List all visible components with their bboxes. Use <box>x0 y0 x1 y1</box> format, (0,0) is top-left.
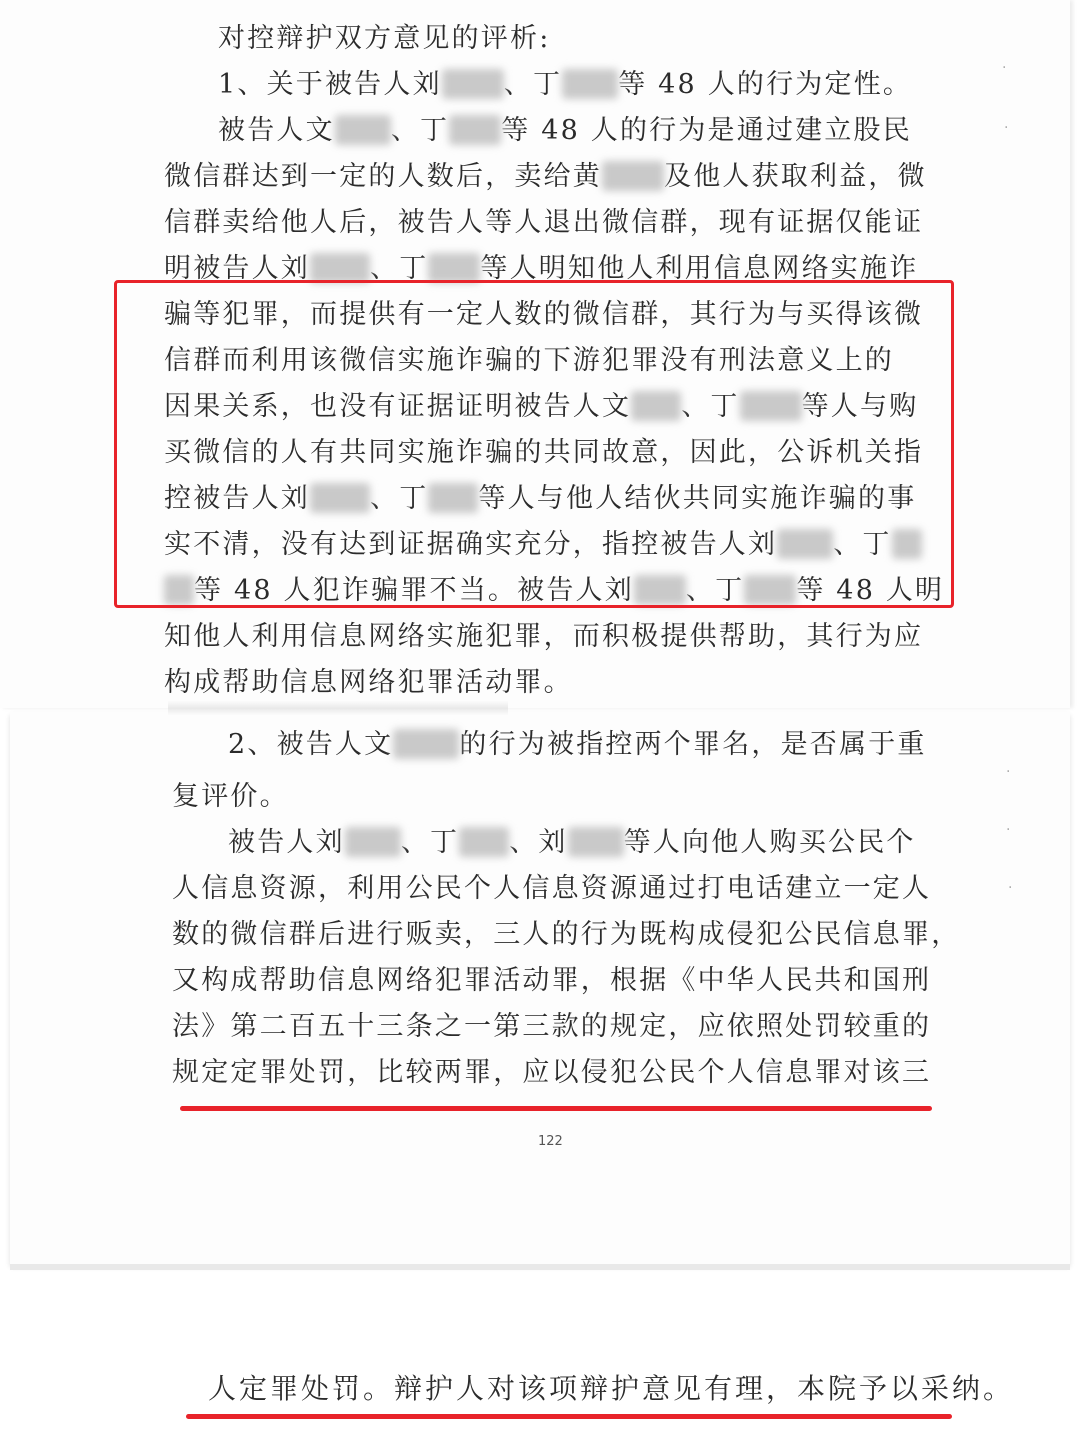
text-line: 数的微信群后进行贩卖，三人的行为既构成侵犯公民信息罪， <box>172 919 961 950</box>
text-line: 信群而利用该微信实施诈骗的下游犯罪没有刑法意义上的 <box>164 345 894 376</box>
redaction <box>428 253 480 283</box>
text-line: 法》第二百五十三条之一第三款的规定，应依照处罚较重的 <box>172 1011 932 1042</box>
redaction <box>602 161 664 191</box>
document-page-3 <box>0 1272 1080 1437</box>
redaction <box>335 115 391 145</box>
faint-cut-text <box>168 700 508 716</box>
scan-mark: · <box>1008 880 1013 896</box>
text-line: 控被告人刘 、丁 等人与他人结伙共同实施诈骗的事 <box>164 483 917 514</box>
text-line: 构成帮助信息网络犯罪活动罪。 <box>164 667 573 698</box>
text-line: 微信群达到一定的人数后，卖给黄 及他人获取利益，微 <box>164 161 927 192</box>
redaction <box>568 827 624 857</box>
text-line: 等 48 人犯诈骗罪不当。被告人刘 、丁 等 48 人明 <box>164 574 944 608</box>
highlight-underline <box>186 1414 952 1419</box>
redaction <box>310 253 370 283</box>
text-line: 实不清，没有达到证据确实充分，指控被告人刘 、丁 <box>164 528 922 562</box>
text-line: 因果关系，也没有证据证明被告人文 、丁 等人与购 <box>164 391 919 422</box>
text-line: 人定罪处罚。辩护人对该项辩护意见有理，本院予以采纳。 <box>208 1372 1015 1405</box>
page-divider <box>10 1264 1070 1270</box>
scan-mark: · <box>1004 120 1009 136</box>
redaction <box>442 69 504 99</box>
page-number: 122 <box>538 1134 563 1149</box>
text-line: 买微信的人有共同实施诈骗的共同故意，因此，公诉机关指 <box>164 437 924 468</box>
redaction <box>449 115 501 145</box>
scan-mark: · <box>1006 822 1011 838</box>
redaction <box>345 827 401 857</box>
text-line: 被告人文 、丁 等 48 人的行为是通过建立股民 <box>218 115 912 146</box>
scan-mark: · <box>1006 764 1011 780</box>
highlight-underline <box>180 1106 932 1111</box>
highlight-box <box>114 280 954 608</box>
text-line: 1、关于被告人刘 、丁 等 48 人的行为定性。 <box>218 69 913 100</box>
text-line: 对控辩护双方意见的评析: <box>218 23 551 54</box>
text-line: 2、被告人文 的行为被指控两个罪名，是否属于重 <box>228 729 927 760</box>
redaction <box>562 69 618 99</box>
text-line: 被告人刘 、丁 、刘 等人向他人购买公民个 <box>228 827 916 858</box>
text-line: 复评价。 <box>172 781 289 812</box>
text-line: 明被告人刘 、丁 等人明知他人利用信息网络实施诈 <box>164 253 919 284</box>
text-line: 又构成帮助信息网络犯罪活动罪，根据《中华人民共和国刑 <box>172 965 932 996</box>
text-line: 骗等犯罪，而提供有一定人数的微信群，其行为与买得该微 <box>164 299 924 330</box>
text-line: 人信息资源，利用公民个人信息资源通过打电话建立一定人 <box>172 873 932 904</box>
redaction <box>459 827 509 857</box>
redaction <box>393 729 459 759</box>
text-line: 规定定罪处罚，比较两罪，应以侵犯公民个人信息罪对该三 <box>172 1057 932 1088</box>
text-line: 信群卖给他人后，被告人等人退出微信群，现有证据仅能证 <box>164 207 924 238</box>
text-line: 知他人利用信息网络实施犯罪，而积极提供帮助，其行为应 <box>164 621 924 652</box>
scan-mark: · <box>1002 60 1007 76</box>
